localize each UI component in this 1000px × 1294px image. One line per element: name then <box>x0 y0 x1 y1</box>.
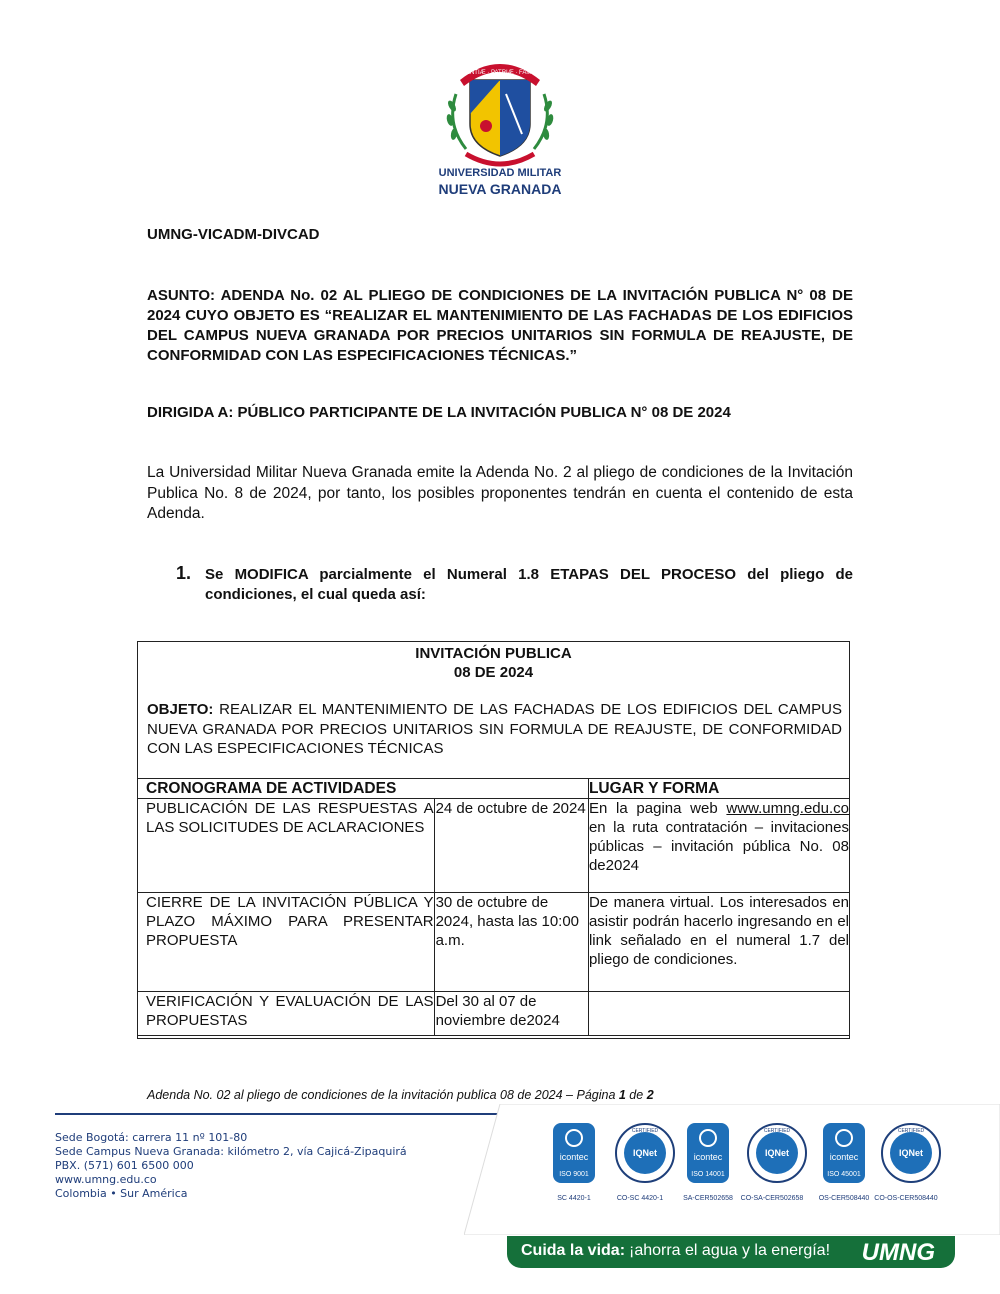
address-line: Sede Campus Nueva Granada: kilómetro 2, vía Cajicá-Zipaquirá <box>55 1145 407 1158</box>
svg-text:ISO 14001: ISO 14001 <box>691 1171 725 1178</box>
logo-text-line1: UNIVERSIDAD MILITAR <box>438 167 562 179</box>
cert-code: CO-OS-CER508440 <box>874 1195 938 1202</box>
svg-text:IQNet: IQNet <box>632 1148 658 1158</box>
item-text: Se MODIFICA parcialmente el Numeral 1.8 ETAPAS DEL PROCESO del pliego de condiciones, el cual queda así: <box>205 566 853 603</box>
icontec-badge <box>818 1122 870 1202</box>
cert-code: OS-CER508440 <box>818 1195 870 1202</box>
svg-text:IQNet: IQNet <box>898 1148 924 1158</box>
table-header-row <box>138 779 850 799</box>
banner-bold-text: Cuida la vida: <box>521 1242 626 1259</box>
address-line: Colombia • Sur América <box>55 1187 188 1200</box>
table-objeto <box>147 700 842 759</box>
item-number: 1. <box>176 563 192 583</box>
page-number: 1 <box>618 1088 626 1102</box>
row-place: De manera virtual. Los interesados en asistir podrán hacerlo ingresando en el link señalado en el numeral 1.7 del pliego de condiciones. <box>588 893 849 992</box>
row-activity: PUBLICACIÓN DE LAS RESPUESTAS A LAS SOLICITUDES DE ACLARACIONES <box>138 799 435 893</box>
address-block <box>55 1131 407 1201</box>
certifications-row <box>548 1122 948 1212</box>
svg-text:IQNet: IQNet <box>764 1148 790 1158</box>
svg-text:icontec: icontec <box>693 1152 723 1162</box>
row-date: 30 de octubre de 2024, hasta las 10:00 a.m. <box>434 893 588 992</box>
place-text: En la pagina web <box>588 800 727 817</box>
page-total: 2 <box>646 1088 654 1102</box>
schedule-grid <box>137 778 850 1036</box>
umng-brand-logo: UMNG <box>861 1239 935 1266</box>
header-lugar: LUGAR Y FORMA <box>588 779 849 799</box>
website-link[interactable]: www.umng.edu.co <box>726 800 849 817</box>
table-title <box>138 642 849 682</box>
svg-text:icontec: icontec <box>829 1152 859 1162</box>
table-row <box>138 799 850 893</box>
row-date: Del 30 al 07 de noviembre de2024 <box>434 992 588 1036</box>
place-text: en la ruta contratación – invitaciones públicas – invitación pública No. 08 de2024 <box>588 819 849 874</box>
logo-text-line2: NUEVA GRANADA <box>438 181 562 197</box>
phone-line: PBX. (571) 601 6500 000 <box>55 1159 194 1172</box>
svg-text:CERTIFIED: CERTIFIED <box>631 1128 659 1134</box>
cert-code: SC 4420-1 <box>557 1195 591 1202</box>
row-activity: VERIFICACIÓN Y EVALUACIÓN DE LAS PROPUESTAS <box>138 992 435 1036</box>
row-place <box>588 799 849 893</box>
cert-code: CO-SA-CER502658 <box>740 1195 804 1202</box>
objeto-label: OBJETO: <box>147 701 214 718</box>
numbered-item-1 <box>176 565 853 605</box>
intro-paragraph: La Universidad Militar Nueva Granada emite la Adenda No. 2 al pliego de condiciones de la Invitación Publica No. 8 de 2024, por tanto, los posibles proponentes tendrán en cuenta el contenido de esta Adenda. <box>147 464 853 522</box>
document-reference: UMNG-VICADM-DIVCAD <box>147 226 320 243</box>
addressed-to: DIRIGIDA A: PÚBLICO PARTICIPANTE DE LA INVITACIÓN PUBLICA N° 08 DE 2024 <box>147 404 731 421</box>
row-activity: CIERRE DE LA INVITACIÓN PÚBLICA Y PLAZO MÁXIMO PARA PRESENTAR PROPUESTA <box>138 893 435 992</box>
row-date: 24 de octubre de 2024 <box>434 799 588 893</box>
objeto-text: REALIZAR EL MANTENIMIENTO DE LAS FACHADAS DE LOS EDIFICIOS DEL CAMPUS NUEVA GRANADA POR PRECIOS UNITARIOS SIN FORMULA DE REAJUSTE, DE CONFORMIDAD CON LAS ESPECIFICACIONES TÉCNICAS <box>147 701 842 757</box>
logo-motto: SCIENTIÆ · PATRIÆ · FAMILIÆ <box>455 70 545 76</box>
banner-text: ¡ahorra el agua y la energía! <box>629 1242 831 1259</box>
table-title-line2: 08 DE 2024 <box>453 664 534 681</box>
page-footer-note <box>147 1088 654 1102</box>
svg-text:icontec: icontec <box>559 1152 589 1162</box>
svg-text:CERTIFIED: CERTIFIED <box>763 1128 791 1134</box>
cert-code: SA-CER502658 <box>683 1195 733 1202</box>
icontec-badge <box>548 1122 600 1202</box>
website-link[interactable]: www.umng.edu.co <box>55 1173 157 1186</box>
iqnet-badge <box>740 1122 804 1202</box>
footer-note-sep: de <box>625 1088 647 1102</box>
iqnet-badge <box>874 1122 938 1202</box>
subject-heading: ASUNTO: ADENDA No. 02 AL PLIEGO DE CONDICIONES DE LA INVITACIÓN PUBLICA N° 08 DE 2024 CUYO OBJETO ES “REALIZAR EL MANTENIMIENTO DE LAS FACHADAS DE LOS EDIFICIOS DEL CAMPUS NUEVA GRANADA POR PRECIOS UNITARIOS SIN FORMULA DE REAJUSTE, DE CONFORMIDAD CON LAS ESPECIFICACIONES TÉCNICAS.” <box>147 287 853 364</box>
table-row <box>138 893 850 992</box>
footer-note-text: Adenda No. 02 al pliego de condiciones de la invitación publica 08 de 2024 – Página <box>147 1088 619 1102</box>
table-title-line1: INVITACIÓN PUBLICA <box>415 645 572 662</box>
iqnet-badge <box>614 1122 666 1202</box>
university-logo <box>436 54 564 199</box>
table-row <box>138 992 850 1036</box>
icontec-badge <box>682 1122 734 1202</box>
campaign-banner <box>507 1236 955 1268</box>
row-place <box>588 992 849 1036</box>
svg-text:ISO 9001: ISO 9001 <box>559 1171 589 1178</box>
header-cronograma: CRONOGRAMA DE ACTIVIDADES <box>138 779 589 799</box>
schedule-table <box>137 641 850 1039</box>
svg-text:ISO 45001: ISO 45001 <box>827 1171 861 1178</box>
address-line: Sede Bogotá: carrera 11 nº 101-80 <box>55 1131 248 1144</box>
svg-text:CERTIFIED: CERTIFIED <box>897 1128 925 1134</box>
cert-code: CO-SC 4420-1 <box>616 1195 664 1202</box>
